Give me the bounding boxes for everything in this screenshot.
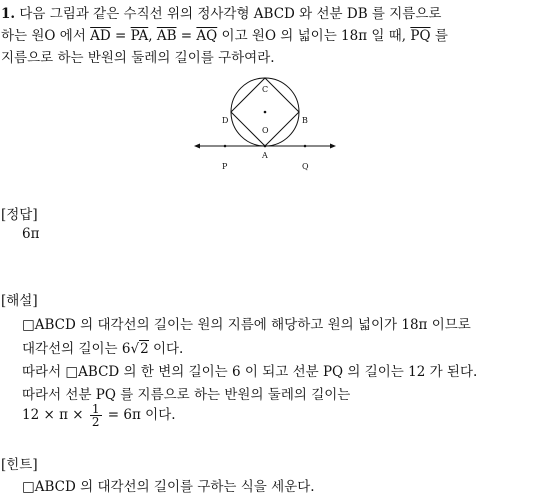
question-text-2b: 이고 원O 의 넓이는 18π 일 때, [221, 28, 407, 44]
explanation-line-3: 따라서 □ABCD 의 한 변의 길이는 6 이 되고 선분 PQ 의 길이는 12 가 된다. [22, 364, 478, 380]
segment-ad: $\overline{AD}$ [90, 28, 111, 44]
segment-aq: $\overline{AQ}$ [196, 28, 218, 44]
sqrt-radicand: 2 [140, 341, 149, 357]
equals-sign: = [180, 28, 193, 44]
equals-sign: = [115, 28, 127, 44]
question-line-2 [1, 24, 448, 44]
explanation-heading: [해설] [1, 293, 38, 309]
question-number: 1. [1, 6, 16, 22]
hint-line-1: □ABCD 의 대각선의 길이를 구하는 식을 세운다. [22, 479, 315, 495]
explanation-line-5 [22, 403, 176, 428]
point-a [264, 145, 267, 148]
label-a: A [262, 151, 268, 160]
question-text-2c: 를 [434, 28, 448, 44]
label-d: D [222, 116, 229, 125]
geometry-figure [190, 72, 340, 172]
fraction-denominator: 2 [91, 415, 100, 429]
explanation-line-1: □ABCD 의 대각선의 길이는 원의 지름에 해당하고 원의 넓이가 18π 이므로 [22, 317, 471, 333]
segment-pq: $\overline{PQ}$ [410, 28, 431, 44]
sqrt-icon: √ [130, 341, 140, 357]
point-q [304, 145, 307, 148]
label-q: Q [302, 162, 309, 171]
question-text-2a: 하는 원O 에서 [1, 28, 86, 44]
answer-heading: [정답] [1, 207, 38, 223]
segment-pa: $\overline{PA}$ [130, 28, 149, 44]
center-point [264, 111, 267, 114]
fraction-one-half [90, 403, 102, 428]
question-text-1: 다음 그림과 같은 수직선 위의 정사각형 ABCD 와 선분 DB 를 지름으로 [19, 6, 442, 22]
fraction-numerator: 1 [91, 402, 100, 416]
explanation-text-2b: 이다. [152, 341, 184, 357]
arrow-left-icon [194, 144, 200, 149]
segment-ab: $\overline{AB}$ [156, 28, 177, 44]
label-o: O [262, 126, 269, 135]
question-line-1 [1, 2, 441, 22]
explanation-text-5b: = 6π 이다. [107, 407, 176, 423]
comma: , [148, 28, 153, 44]
question-line-3: 지름으로 하는 반원의 둘레의 길이를 구하여라. [1, 50, 275, 66]
explanation-line-4: 따라서 선분 PQ 를 지름으로 하는 반원의 둘레의 길이는 [22, 387, 351, 403]
explanation-text-2a: 대각선의 길이는 6 [22, 341, 131, 357]
label-b: B [302, 116, 308, 125]
explanation-text-5a: 12 × π × [22, 407, 84, 423]
hint-heading: [힌트] [1, 457, 38, 473]
arrow-right-icon [330, 144, 336, 149]
label-p: P [222, 162, 228, 171]
explanation-line-2 [22, 337, 183, 357]
label-c: C [262, 85, 269, 94]
point-p [224, 145, 227, 148]
answer-value: 6π [22, 226, 40, 242]
